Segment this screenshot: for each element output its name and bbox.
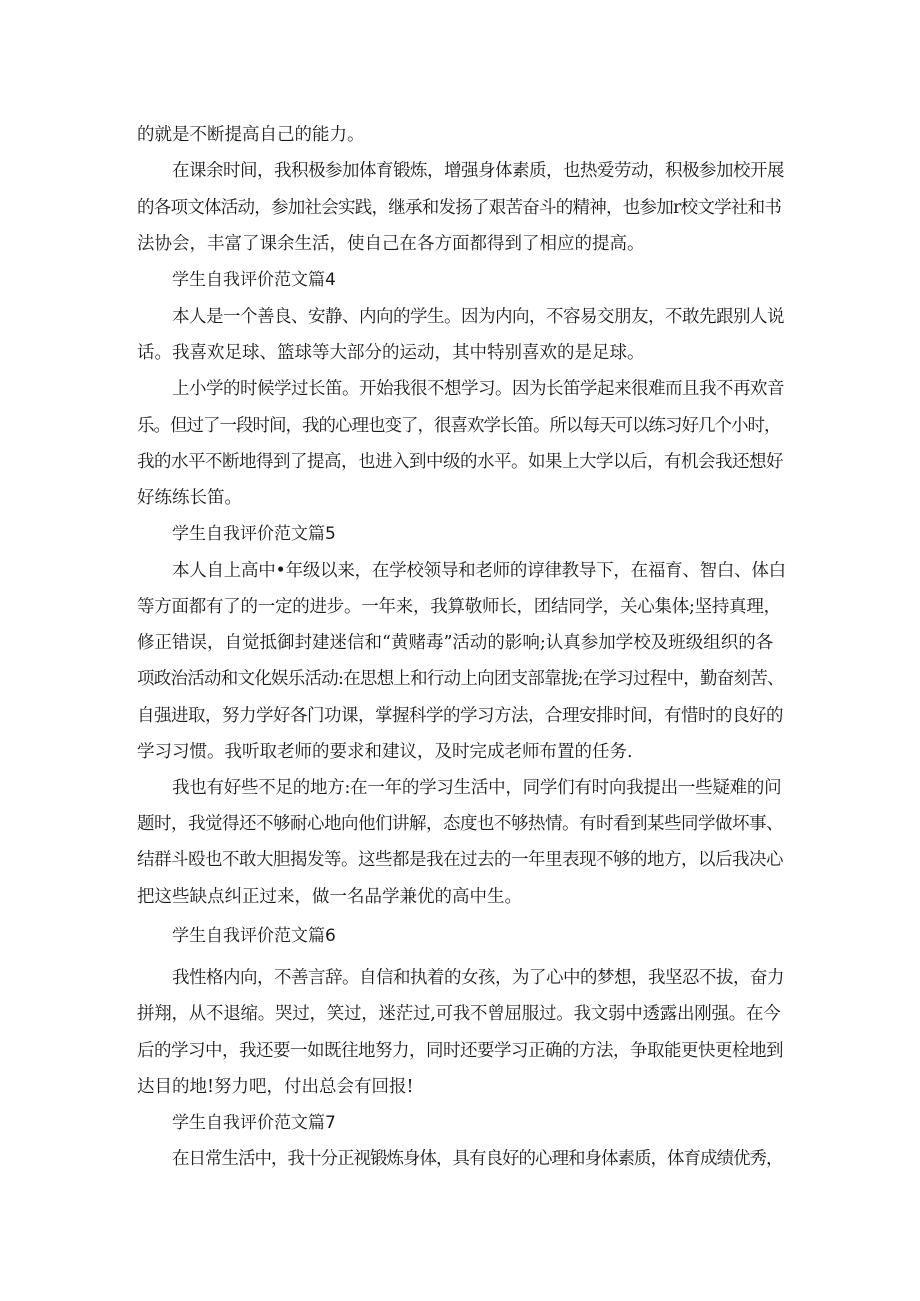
- paragraph-line: 本人是一个善良、安静、内向的学生。因为内向，不容易交朋友，不敢先跟别人说: [172, 307, 784, 327]
- section-heading: 学生自我评价范文篇5: [172, 524, 336, 544]
- paragraph-line: 法协会，丰富了课余生活，使自己在各方面都得到了相应的提高。: [137, 234, 645, 254]
- paragraph-line: 上小学的时候学过长笛。开始我很不想学习。因为长笛学起来很难而且我不再欢音: [172, 379, 784, 399]
- paragraph-line: 把这些缺点纠正过来，做一名品学兼优的高中生。: [137, 887, 522, 907]
- paragraph-line: 我性格内向，不善言辞。自信和执着的女孩，为了心中的梦想，我坚忍不拔，奋力: [172, 968, 784, 988]
- paragraph-line: 学习习惯。我听取老师的要求和建议，及时完成老师布置的任务.: [137, 742, 633, 762]
- paragraph-line: 修正错误，自觉抵御封建迷信和“黄赌毒”活动的影响;认真参加学校及班级组织的各: [137, 633, 774, 653]
- paragraph-line: 在日常生活中，我十分正视锻炼身体，具有良好的心理和身体素质，体育成绩优秀，: [172, 1149, 783, 1169]
- paragraph-line: 我也有好些不足的地方:在一年的学习生活中，同学们有时向我提出一些疑难的问: [172, 778, 782, 798]
- paragraph-line: 本人自上高中•年级以来，在学校领导和老师的谆律教导下，在福育、智白、体白: [172, 561, 786, 581]
- paragraph-line: 达目的地!努力吧，付出总会有回报!: [137, 1077, 414, 1097]
- paragraph-line: 拼翔，从不退缩。哭过，笑过，迷茫过,可我不曾屈服过。我文弱中透露出刚强。在今: [137, 1004, 781, 1024]
- paragraph-line: 乐。但过了一段时间，我的心理也变了，很喜欢学长笛。所以每天可以练习好几个小时，: [137, 416, 781, 436]
- paragraph-line: 题时，我觉得还不够耐心地向他们讲解，态度也不够热情。有时看到某些同学做坏事、: [137, 814, 783, 834]
- paragraph-line: 后的学习中，我还要一如既往地努力，同时还要学习正确的方法，争取能更快更栓地到: [137, 1041, 783, 1061]
- paragraph-line: 结群斗殴也不敢大胆揭发等。这些都是我在过去的一年里表现不够的地方，以后我决心: [137, 850, 783, 870]
- paragraph-line: 话。我喜欢足球、篮球等大部分的运动，其中特别喜欢的是足球。: [137, 343, 645, 363]
- paragraph-line: 我的水平不断地得到了提高，也进入到中级的水平。如果上大学以后，有机会我还想好: [137, 452, 783, 472]
- section-heading: 学生自我评价范文篇4: [172, 270, 336, 290]
- paragraph-line: 项政治活动和文化娱乐活动:在思想上和行动上向团支部靠拢;在学习过程中，勤奋刻苦、: [137, 669, 784, 689]
- section-heading: 学生自我评价范文篇6: [172, 926, 336, 946]
- paragraph-line: 等方面都有了的一定的进步。一年来，我算敬师长，团结同学，关心集体;坚持真理，: [137, 597, 781, 617]
- paragraph-line: 自强进取，努力学好各门功课，掌握科学的学习方法，合理安排时间，有惜时的良好的: [137, 706, 783, 726]
- paragraph-line: 好练练长笛。: [137, 488, 242, 508]
- section-heading: 学生自我评价范文篇7: [172, 1113, 336, 1133]
- paragraph-line: 的各项文体活动，参加社会实践，继承和发扬了艰苦奋斗的精神，也参加r校文学社和书: [137, 198, 782, 218]
- paragraph-line: 的就是不断提高自己的能力。: [137, 125, 365, 145]
- paragraph-line: 在课余时间，我积极参加体育锻炼，增强身体素质，也热爱劳动，积极参加校开展: [172, 161, 784, 181]
